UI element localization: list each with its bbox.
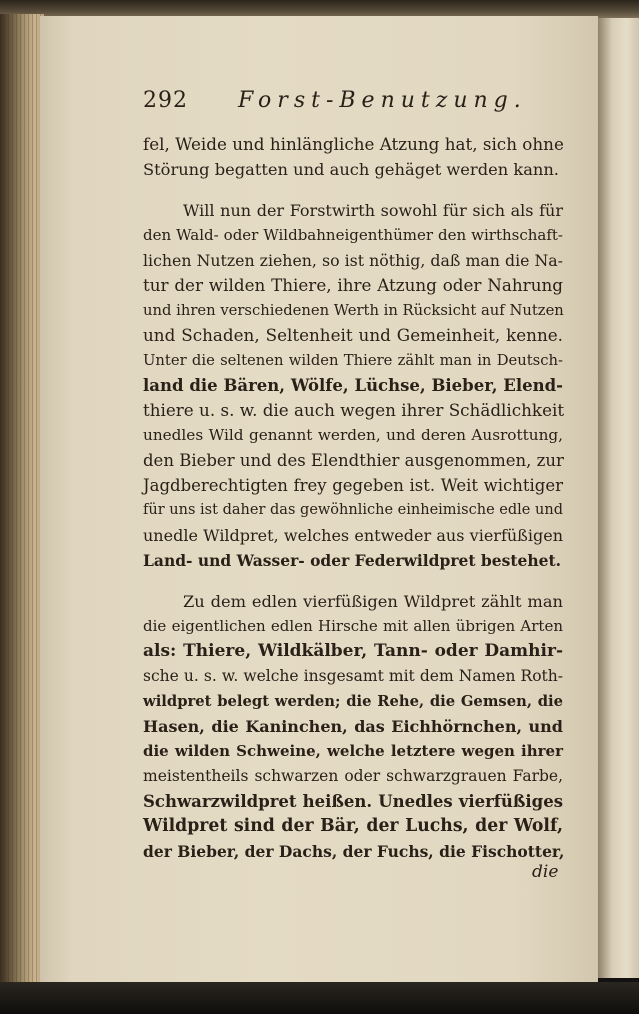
text-line: tur der wilden Thiere, ihre Atzung oder Nahrung <box>143 275 563 295</box>
text-line: thiere u. s. w. die auch wegen ihrer Schädlichkeit <box>143 400 565 420</box>
text-line: unedles Wild genannt werden, und deren Ausrottung, <box>143 426 563 444</box>
text-line: Störung begatten und auch gehäget werden kann. <box>143 160 559 179</box>
text-line: den Bieber und des Elendthier ausgenommen, zur <box>143 451 564 470</box>
text-line: Schwarzwildpret heißen. Unedles vierfüßiges <box>143 792 563 811</box>
text-line: den Wald- oder Wildbahneigenthümer den wirthschaft- <box>143 226 563 244</box>
book-bottom-edge <box>0 982 639 1014</box>
text-line: Jagdberechtigten frey gegeben ist. Weit wichtiger <box>143 476 563 495</box>
text-line: land die Bären, Wölfe, Lüchse, Bieber, Elend- <box>143 376 563 395</box>
running-title: Forst-Benutzung. <box>238 88 527 113</box>
body-text <box>143 132 563 892</box>
text-line: Land- und Wasser- oder Federwildpret bestehet. <box>143 551 562 570</box>
text-line: und ihren verschiedenen Werth in Rücksicht auf Nutzen <box>143 302 564 319</box>
text-line: und Schaden, Seltenheit und Gemeinheit, kenne. <box>143 325 563 345</box>
page-header <box>143 88 563 124</box>
text-line: Hasen, die Kaninchen, das Eichhörnchen, und <box>143 717 563 736</box>
text-line: Zu dem edlen vierfüßigen Wildpret zählt man <box>183 592 563 611</box>
text-line: die wilden Schweine, welche letztere wegen ihrer <box>143 742 563 760</box>
text-line: wildpret belegt werden; die Rehe, die Gemsen, die <box>143 693 563 710</box>
text-line: Will nun der Forstwirth sowohl für sich als für <box>183 201 563 220</box>
text-line: Unter die seltenen wilden Thiere zählt man in Deutsch- <box>143 352 563 369</box>
page-number: 292 <box>143 88 188 113</box>
text-line: die eigentlichen edlen Hirsche mit allen übrigen Arten <box>143 617 563 635</box>
facing-page-edge <box>598 18 639 978</box>
text-line: sche u. s. w. welche insgesamt mit dem Namen Roth- <box>143 667 563 685</box>
book-gutter <box>0 14 44 982</box>
text-line: der Bieber, der Dachs, der Fuchs, die Fischotter, <box>143 842 565 861</box>
text-line: als: Thiere, Wildkälber, Tann- oder Damhir- <box>143 641 563 661</box>
text-line: für uns ist daher das gewöhnliche einheimische edle und <box>143 502 563 518</box>
text-line: unedle Wildpret, welches entweder aus vierfüßigen <box>143 526 563 545</box>
text-line: fel, Weide und hinlängliche Atzung hat, sich ohne <box>143 134 564 154</box>
text-line: Wildpret sind der Bär, der Luchs, der Wolf, <box>143 816 563 836</box>
text-line: meistentheils schwarzen oder schwarzgrauen Farbe, <box>143 767 563 785</box>
catchword: die <box>532 862 559 882</box>
text-line: lichen Nutzen ziehen, so ist nöthig, daß man die Na- <box>143 251 563 270</box>
